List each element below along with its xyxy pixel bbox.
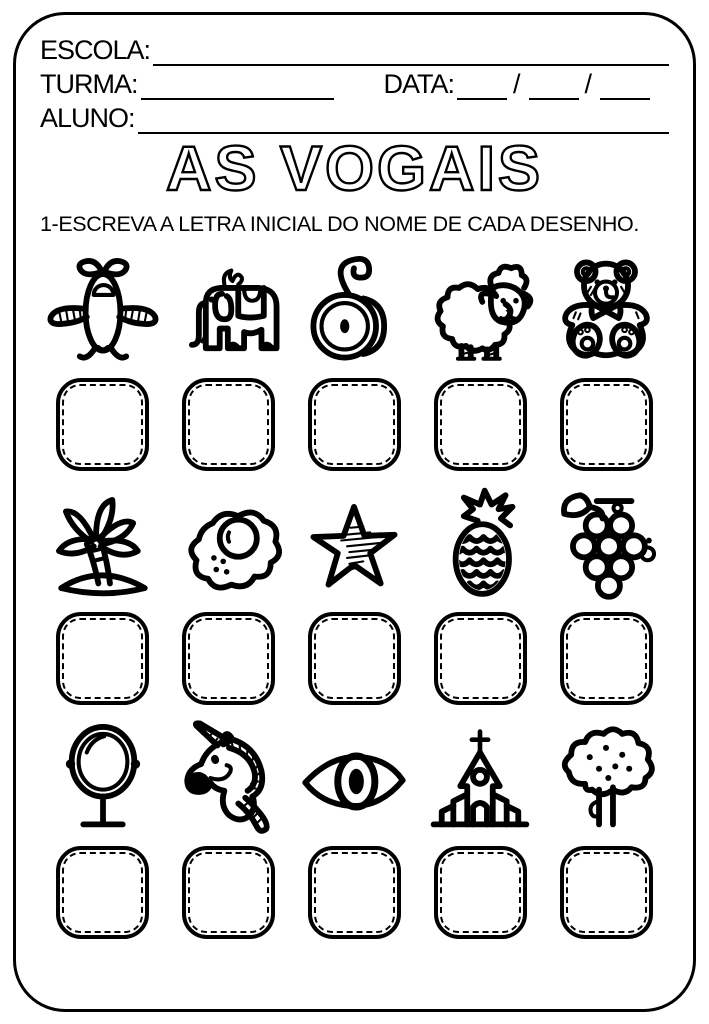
class-input-line[interactable]	[141, 74, 334, 100]
answer-box[interactable]	[560, 846, 653, 939]
date-slash: /	[513, 69, 520, 99]
row-1-boxes	[40, 378, 669, 471]
teddy-bear-icon	[548, 250, 664, 370]
fried-egg-icon	[171, 484, 287, 604]
row-2	[40, 481, 669, 705]
answer-box[interactable]	[434, 612, 527, 705]
answer-box[interactable]	[308, 846, 401, 939]
pineapple-icon	[422, 484, 538, 604]
student-label: ALUNO:	[40, 103, 135, 133]
mirror-icon	[45, 718, 161, 838]
church-icon	[422, 718, 538, 838]
row-3	[40, 715, 669, 939]
student-row	[40, 100, 669, 134]
airplane-icon	[45, 250, 161, 370]
answer-box[interactable]	[182, 378, 275, 471]
class-label: TURMA:	[40, 69, 138, 99]
class-date-row	[40, 66, 669, 100]
row-2-icons	[40, 481, 669, 607]
row-3-icons	[40, 715, 669, 841]
answer-box[interactable]	[434, 846, 527, 939]
star-icon	[296, 484, 412, 604]
row-3-boxes	[40, 846, 669, 939]
row-1	[40, 247, 669, 471]
date-day-line[interactable]	[457, 74, 507, 100]
answer-box[interactable]	[560, 612, 653, 705]
eye-icon	[296, 718, 412, 838]
date-slash: /	[584, 69, 592, 99]
grapes-icon	[548, 484, 664, 604]
answer-box[interactable]	[434, 378, 527, 471]
answer-box[interactable]	[560, 378, 653, 471]
date-year-line[interactable]	[600, 74, 650, 100]
instruction-text: 1-ESCREVA A LETRA INICIAL DO NOME DE CADA DESENHO.	[40, 212, 639, 237]
hobby-horse-icon	[171, 718, 287, 838]
school-row	[40, 32, 669, 66]
school-input-line[interactable]	[153, 40, 669, 66]
page-title: AS VOGAIS	[165, 134, 544, 204]
school-label: ESCOLA:	[40, 35, 151, 65]
date-month-line[interactable]	[529, 74, 579, 100]
date-label: DATA:	[383, 69, 455, 99]
elephant-icon	[171, 250, 287, 370]
student-input-line[interactable]	[138, 108, 669, 134]
answer-box[interactable]	[308, 378, 401, 471]
answer-box[interactable]	[56, 612, 149, 705]
answer-box[interactable]	[56, 846, 149, 939]
answer-box[interactable]	[182, 612, 275, 705]
answer-box[interactable]	[182, 846, 275, 939]
answer-box[interactable]	[308, 612, 401, 705]
row-1-icons	[40, 247, 669, 373]
answer-box[interactable]	[56, 378, 149, 471]
tree-icon	[548, 718, 664, 838]
yoyo-icon	[296, 250, 412, 370]
palm-island-icon	[45, 484, 161, 604]
sheep-icon	[422, 250, 538, 370]
row-2-boxes	[40, 612, 669, 705]
page-content	[40, 32, 669, 949]
